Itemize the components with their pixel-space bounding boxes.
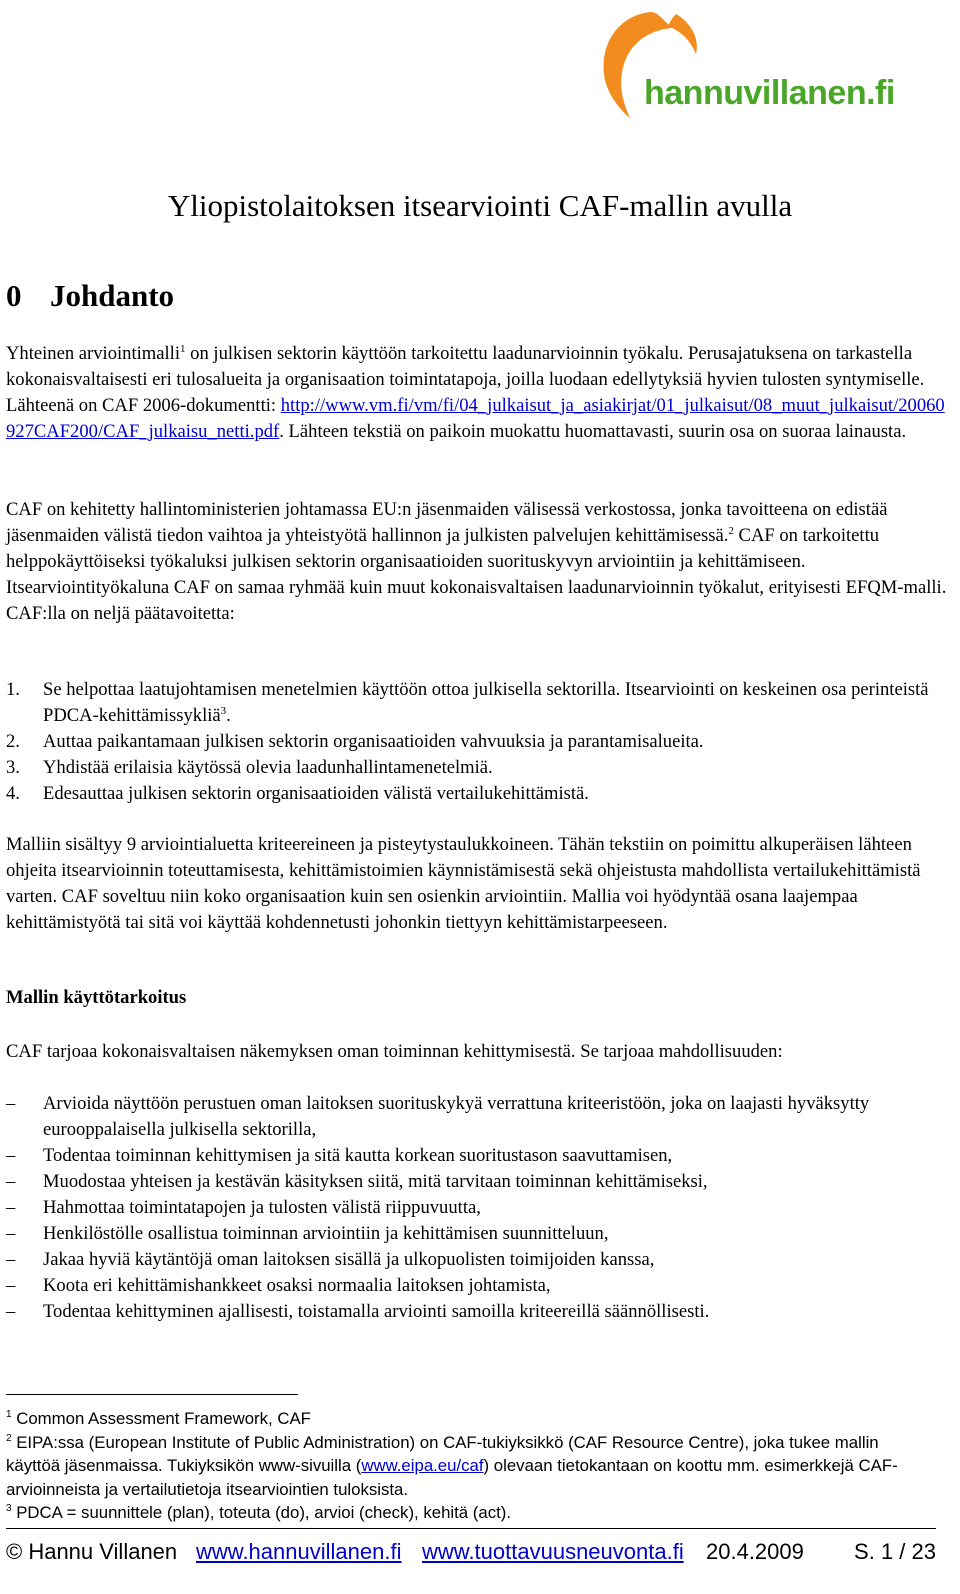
footnotes xyxy=(6,1407,936,1525)
section-number: 0 xyxy=(6,278,22,313)
footnote-3 xyxy=(6,1501,936,1525)
list-item xyxy=(6,781,951,807)
intro-text-3: . Lähteen tekstiä on paikoin muokattu huomattavasti, suurin osa on suoraa lainausta. xyxy=(279,421,907,442)
footnote-1 xyxy=(6,1407,936,1431)
list-item-text: Henkilöstölle osallistua toiminnan arviointiin ja kehittämisen suunnitteluun, xyxy=(43,1223,609,1244)
list-item-text: Hahmottaa toimintatapojen ja tulosten välistä riippuvuutta, xyxy=(43,1197,481,1218)
dash-bullet: – xyxy=(6,1171,16,1192)
list-item-text: Auttaa paikantamaan julkisen sektorin organisaatioiden vahvuuksia ja parantamisalueita. xyxy=(43,731,704,752)
dash-bullet: – xyxy=(6,1145,16,1166)
footnote-ref-2[interactable]: 2 xyxy=(728,525,734,537)
purpose-paragraph: CAF tarjoaa kokonaisvaltaisen näkemyksen oman toiminnan kehittymisestä. Se tarjoaa mahdollisuuden: xyxy=(6,1041,783,1062)
footer-link-tuottavuusneuvonta[interactable]: www.tuottavuusneuvonta.fi xyxy=(422,1539,684,1564)
intro-paragraph xyxy=(6,341,951,445)
list-item-text: Jakaa hyviä käytäntöjä oman laitoksen sisällä ja ulkopuolisten toimijoiden kanssa, xyxy=(43,1249,655,1270)
dash-bullet: – xyxy=(6,1301,16,1322)
caf-document-link[interactable]: http://www.vm.fi/vm/fi/04_julkaisut_ja_asiakirjat/01_julkaisut/08_muut_julkaisut/20060927CAF200/CAF_julkaisu_netti.pdf xyxy=(6,395,945,442)
dash-bullet: – xyxy=(6,1275,16,1296)
list-number: 3. xyxy=(6,757,20,778)
footnote-2 xyxy=(6,1431,936,1502)
list-number: 1. xyxy=(6,679,20,700)
list-item xyxy=(6,677,951,729)
list-item-text: Koota eri kehittämishankkeet osaksi normaalia laitoksen johtamista, xyxy=(43,1275,551,1296)
para2-text-2: CAF on tarkoitettu helppokäyttöiseksi työkaluksi julkisen sektorin organisaatioiden suorituskyvyn arviointiin ja kehittämiseen. Itsearviointityökaluna CAF on samaa ryhmää kuin muut kokonaisvaltaisen laadunarvioinnin työkalut, erityisesti EFQM-malli. CAF:lla on neljä päätavoitetta: xyxy=(6,525,947,624)
list-item xyxy=(6,1195,951,1221)
footnote-text: Common Assessment Framework, CAF xyxy=(11,1409,311,1428)
list-item xyxy=(6,1247,951,1273)
intro-text-1: Yhteinen arviointimalli xyxy=(6,343,181,364)
dash-bullet: – xyxy=(6,1197,16,1218)
intro-text-2: on julkisen sektorin käyttöön tarkoitettu laadunarvioinnin työkalu. Perusajatuksena on tarkastella kokonaisvaltaisesti eri tulosalueita ja organisaation toimintatapoja, joilla luodaan edellytyksiä hyvien tulosten syntymiselle. Lähteenä on CAF 2006-dokumentti: xyxy=(6,343,925,416)
list-item xyxy=(6,729,951,755)
footer-copyright: © Hannu Villanen xyxy=(6,1539,178,1564)
list-item-text: Todentaa toiminnan kehittymisen ja sitä kautta korkean suoritustason saavuttamisen, xyxy=(43,1145,673,1166)
footnote-ref-3[interactable]: 3 xyxy=(220,705,227,717)
caf-background-paragraph xyxy=(6,497,951,627)
footer-link-hannuvillanen[interactable]: www.hannuvillanen.fi xyxy=(196,1539,402,1564)
list-item-text: Yhdistää erilaisia käytössä olevia laadunhallintamenetelmiä. xyxy=(43,757,493,778)
dash-bullet: – xyxy=(6,1223,16,1244)
site-logo xyxy=(596,4,936,128)
list-number: 2. xyxy=(6,731,20,752)
model-content-paragraph: Malliin sisältyy 9 arviointialuetta kriteereineen ja pisteytystaulukkoineen. Tähän tekstiin on poimittu alkuperäisen lähteen ohjeita itsearvioinnin toteuttamisesta, kehittämistoimien käynnistämisestä sekä ohjeistusta mahdollista vertailukehittämistä varten. CAF soveltuu niin koko organisaation kuin sen osienkin arviointiin. Mallia voi hyödyntää osana laajempaa kehittämistyötä tai sitä voi käyttää kohdennetusti johonkin tiettyyn kehittämistarpeeseen. xyxy=(6,834,921,933)
list-item xyxy=(6,1169,951,1195)
footnote-ref-1[interactable]: 1 xyxy=(180,343,186,355)
list-item-text: Arvioida näyttöön perustuen oman laitoksen suorituskykyä verrattuna kriteeristöön, joka on laajasti hyväksytty eurooppalaisella julkisella sektorilla, xyxy=(43,1093,870,1140)
logo-text: hannuvillanen.fi xyxy=(644,74,895,112)
section-title: Johdanto xyxy=(50,278,175,313)
footnote-number: 2 xyxy=(6,1432,12,1444)
list-item-text: Muodostaa yhteisen ja kestävän käsityksen siitä, mitä tarvitaan toiminnan kehittämiseksi, xyxy=(43,1171,708,1192)
footnote-number: 3 xyxy=(6,1503,12,1514)
list-item-tail: . xyxy=(226,705,231,726)
list-item xyxy=(6,1143,951,1169)
list-item xyxy=(6,755,951,781)
footer-separator xyxy=(6,1528,936,1529)
list-item-text: Todentaa kehittyminen ajallisesti, toistamalla arviointi samoilla kriteereillä säännöllisesti. xyxy=(43,1301,710,1322)
page-footer xyxy=(6,1539,936,1569)
list-item-text: Edesauttaa julkisen sektorin organisaatioiden välistä vertailukehittämistä. xyxy=(43,783,589,804)
document-title: Yliopistolaitoksen itsearviointi CAF-mallin avulla xyxy=(167,188,793,223)
list-number: 4. xyxy=(6,783,20,804)
footnote-number: 1 xyxy=(6,1409,12,1420)
subheading-purpose: Mallin käyttötarkoitus xyxy=(6,987,187,1008)
list-item xyxy=(6,1299,951,1325)
footnote-text: PDCA = suunnittele (plan), toteuta (do), arvioi (check), kehitä (act). xyxy=(11,1503,512,1522)
footer-date: 20.4.2009 xyxy=(706,1539,804,1564)
para2-text-1: CAF on kehitetty hallintoministerien johtamassa EU:n jäsenmaiden välisessä verkostossa, jonka tavoitteena on edistää jäsenmaiden välistä tiedon vaihtoa ja yhteistyötä hallinnon ja julkisten palvelujen kehittämisessä. xyxy=(6,499,888,546)
eipa-link[interactable]: www.eipa.eu/caf xyxy=(361,1456,484,1475)
goals-list xyxy=(6,677,951,807)
benefits-list xyxy=(6,1091,951,1325)
dash-bullet: – xyxy=(6,1093,16,1114)
list-item-text: Se helpottaa laatujohtamisen menetelmien käyttöön ottoa julkisella sektorilla. Itsearviointi on keskeinen osa perinteistä PDCA-kehittämissykliä xyxy=(43,679,929,726)
section-heading xyxy=(6,278,174,314)
dash-bullet: – xyxy=(6,1249,16,1270)
list-item xyxy=(6,1273,951,1299)
footer-page-number: S. 1 / 23 xyxy=(854,1539,936,1564)
list-item xyxy=(6,1091,951,1143)
footnote-text: EIPA:ssa (European Institute of Public Administration) on CAF-tukiyksikkö (CAF Resource Centre), joka tukee mallin käyttöä jäsenmaissa. Tukiyksikön www-sivuilla ( xyxy=(6,1432,879,1475)
list-item xyxy=(6,1221,951,1247)
footnote-separator xyxy=(6,1394,298,1395)
footnote-text: ) olevaan tietokantaan on koottu mm. esimerkkejä CAF-arvioinneista ja vertailutietoja itsearviointien tuloksista. xyxy=(6,1456,898,1499)
